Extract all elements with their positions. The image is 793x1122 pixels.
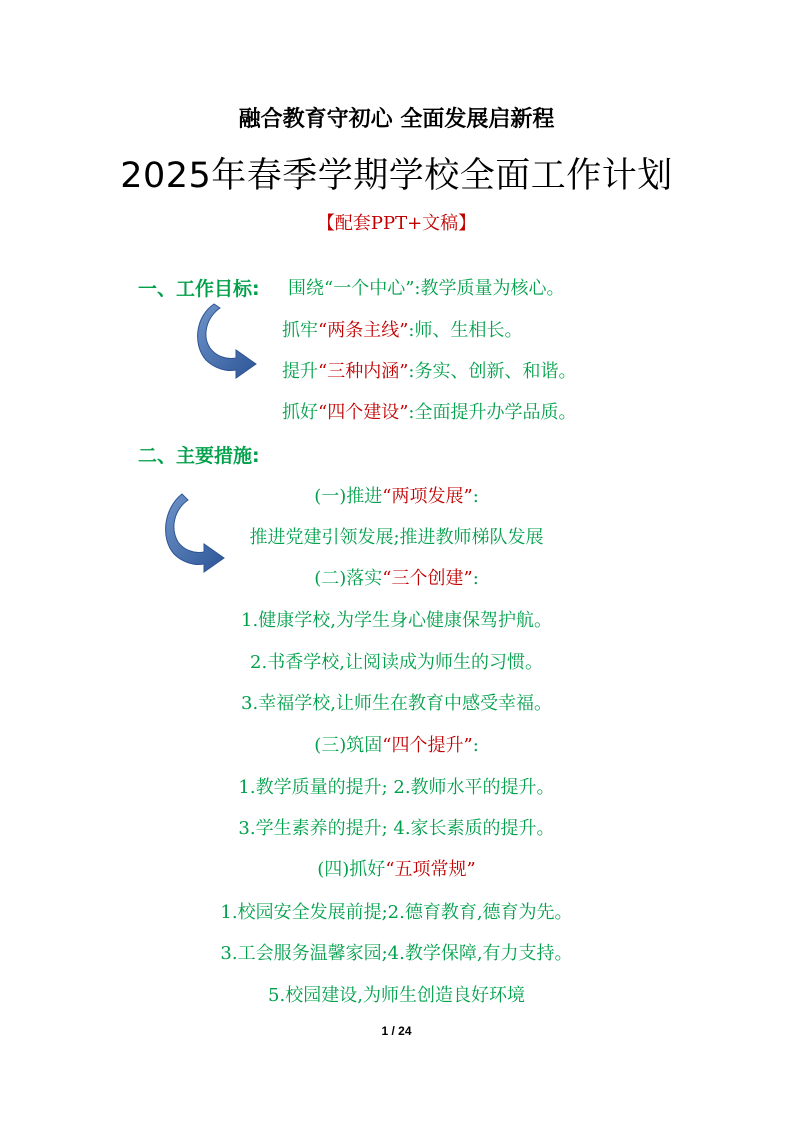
goal-line-quote: “一个中心” [324, 278, 415, 299]
measure-1-line: 推进党建引领发展;推进教师梯队发展 [249, 527, 544, 548]
measure-post: : [472, 568, 479, 589]
goal-line-pre: 提升 [282, 361, 318, 382]
measure-quote: “五项常规” [385, 859, 476, 880]
goal-line-3 [282, 357, 576, 383]
page-number: 1 / 24 [381, 1024, 412, 1038]
measure-post: : [472, 735, 479, 756]
measure-2-item: 3.幸福学校,让师生在教育中感受幸福。 [241, 693, 552, 714]
goal-line-2 [282, 316, 522, 342]
measure-heading-2 [0, 564, 793, 590]
goal-line-pre: 抓牢 [282, 320, 318, 341]
goal-line-4 [282, 398, 576, 424]
measure-pre: (三)筑固 [314, 735, 383, 756]
goal-line-post: :师、生相长。 [408, 320, 523, 341]
measure-quote: “四个提升” [382, 735, 473, 756]
measure-2-item: 1.健康学校,为学生身心健康保驾护航。 [241, 610, 552, 631]
goal-line-quote: “两条主线” [318, 320, 409, 341]
section2-heading: 二、主要措施: [138, 445, 260, 467]
document-tag: 【配套PPT+文稿】 [316, 213, 477, 234]
measure-4-item: 3.工会服务温馨家园;4.教学保障,有力支持。 [220, 943, 573, 964]
goal-line-quote: “四个建设” [318, 402, 409, 423]
measure-quote: “三个创建” [382, 568, 473, 589]
measure-post: : [472, 486, 479, 507]
goal-line-quote: “三种内涵” [318, 361, 409, 382]
document-subtitle: 融合教育守初心 全面发展启新程 [238, 107, 555, 132]
measure-heading-4 [0, 855, 793, 881]
goal-line-pre: 抓好 [282, 402, 318, 423]
measure-heading-3 [0, 731, 793, 757]
measure-pre: (二)落实 [314, 568, 383, 589]
document-title: 2025年春季学期学校全面工作计划 [120, 156, 673, 196]
measure-4-item: 5.校园建设,为师生创造良好环境 [268, 985, 525, 1006]
measure-4-item: 1.校园安全发展前提;2.德育教育,德育为先。 [220, 902, 573, 923]
measure-3-item: 3.学生素养的提升; 4.家长素质的提升。 [238, 818, 555, 839]
measure-heading-1 [0, 482, 793, 508]
measure-pre: (一)推进 [314, 486, 383, 507]
measure-quote: “两项发展” [382, 486, 473, 507]
goal-line-post: :教学质量为核心。 [414, 278, 565, 299]
goal-line-post: :全面提升办学品质。 [408, 402, 577, 423]
measure-pre: (四)抓好 [317, 859, 386, 880]
goal-line-pre: 围绕 [288, 278, 324, 299]
goal-line-post: :务实、创新、和谐。 [408, 361, 577, 382]
goal-line-1 [288, 274, 564, 300]
section1-heading: 一、工作目标: [138, 278, 260, 300]
measure-3-item: 1.教学质量的提升; 2.教师水平的提升。 [238, 777, 555, 798]
curved-arrow-icon [190, 300, 260, 382]
measure-2-item: 2.书香学校,让阅读成为师生的习惯。 [250, 652, 543, 673]
